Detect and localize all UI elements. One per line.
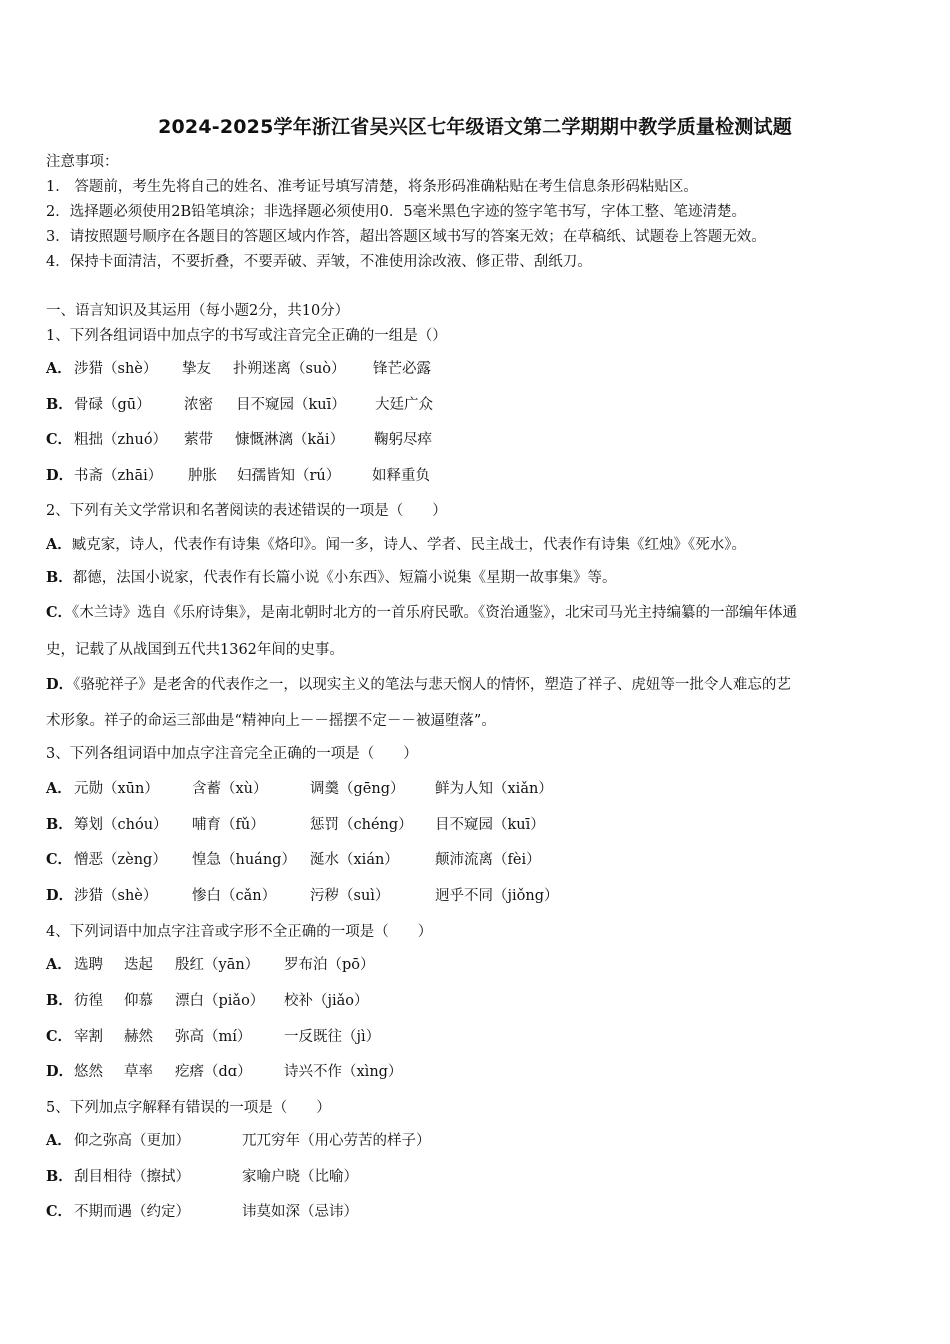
option-term: 草率 [124,1064,153,1080]
option-term: 罗布泊（pō） [284,957,375,973]
option-label: D． [46,676,74,693]
option-term: 刮目相待（擦拭） [74,1169,190,1185]
option-term: 兀兀穷年（用心劳苦的样子） [242,1133,431,1149]
question-5-stem: 5、下列加点字解释有错误的一项是（ ） [46,1100,331,1116]
option-term: 萦带 [184,432,213,448]
option-term: 鲜为人知（xiǎn） [435,781,553,797]
option-label: C． [46,604,73,621]
option-term: 目不窥园（kuī） [236,397,346,413]
option-term: 涎水（xián） [310,852,399,868]
option-label: A． [46,780,72,797]
option-term: 惶急（huáng） [192,852,296,868]
option-term: 锋芒必露 [373,361,431,377]
option-label: B． [46,569,73,586]
option-term: 挚友 [182,361,211,377]
option-label: C． [46,1028,73,1045]
option-term: 哺育（fǔ） [192,817,265,833]
option-term: 仰慕 [124,993,153,1009]
option-label: B． [46,816,73,833]
notice-item-2: 2．选择题必须使用2B铅笔填涂；非选择题必须使用0．5毫米黑色字迹的签字笔书写，字体工整、笔迹清楚。 [46,204,747,220]
question-2-option-d-cont: 术形象。祥子的命运三部曲是“精神向上－－摇摆不定－－被逼堕落”。 [46,713,496,729]
option-term: 书斋（zhāi） [74,468,163,484]
question-2-option-c-cont: 史，记载了从战国到五代共1362年间的史事。 [46,642,344,658]
option-term: 不期而遇（约定） [74,1204,190,1220]
option-term: 如释重负 [372,468,430,484]
option-term: 目不窥园（kuī） [435,817,545,833]
option-term: 扑朔迷离（suò） [233,361,346,377]
notice-heading: 注意事项： [46,154,119,170]
question-1-stem: 1、下列各组词语中加点字的书写或注音完全正确的一组是（） [46,328,447,344]
option-term: 仰之弥高（更加） [74,1133,190,1149]
option-label: B． [46,1168,73,1185]
option-term: 惩罚（chéng） [310,817,413,833]
option-term: 大廷广众 [375,397,433,413]
option-term: 疙瘩（dɑ） [175,1064,252,1080]
option-label: A． [46,1132,72,1149]
option-term: 校补（jiǎo） [284,993,369,1009]
notice-item-1: 1． 答题前，考生先将自己的姓名、准考证号填写清楚，将条形码准确粘贴在考生信息条形码粘贴区。 [46,179,698,195]
option-term: 宰割 [74,1029,103,1045]
option-term: 粗拙（zhuó） [74,432,168,448]
notice-item-4: 4．保持卡面清洁，不要折叠，不要弄破、弄皱，不准使用涂改液、修正带、刮纸刀。 [46,254,592,270]
option-text: 《骆驼祥子》是老舍的代表作之一，以现实主义的笔法与悲天悯人的情怀，塑造了祥子、虎妞等一批令人难忘的艺 [73,677,791,693]
option-term: 悠然 [74,1064,103,1080]
option-label: C． [46,1203,73,1220]
option-label: A． [46,360,72,377]
question-2-stem: 2、下列有关文学常识和名著阅读的表述错误的一项是（ ） [46,503,447,519]
option-term: 肿胀 [188,468,217,484]
question-2-option-c [46,603,797,623]
option-label: D． [46,887,74,904]
option-term: 浓密 [184,397,213,413]
page-title: 2024-2025学年浙江省吴兴区七年级语文第二学期期中教学质量检测试题 [158,116,792,138]
option-term: 漂白（piǎo） [175,993,265,1009]
question-2-option-a [46,535,746,555]
question-2-option-d [46,675,791,695]
section-heading: 一、语言知识及其运用（每小题2分，共10分） [46,303,350,319]
question-4-stem: 4、下列词语中加点字注音或字形不全正确的一项是（ ） [46,924,433,940]
option-term: 污秽（suì） [310,888,390,904]
option-label: B． [46,396,73,413]
option-label: A． [46,956,72,973]
option-term: 涉猎（shè） [74,888,158,904]
question-3-stem: 3、下列各组词语中加点字注音完全正确的一项是（ ） [46,746,418,762]
option-label: C． [46,431,73,448]
option-term: 慷慨淋漓（kǎi） [235,432,345,448]
option-term: 家喻户晓（比喻） [242,1169,358,1185]
option-text: 臧克家，诗人，代表作有诗集《烙印》。闻一多，诗人、学者、民主战士，代表作有诗集《红烛》《死水》。 [71,537,747,553]
option-label: A． [46,536,72,553]
option-term: 迭起 [124,957,153,973]
option-term: 妇孺皆知（rú） [237,468,341,484]
option-term: 赫然 [124,1029,153,1045]
option-term: 鞠躬尽瘁 [374,432,432,448]
option-term: 选聘 [74,957,103,973]
option-label: B． [46,992,73,1009]
question-2-option-b [46,568,617,588]
option-term: 调羹（gēng） [310,781,405,797]
option-term: 含蓄（xù） [192,781,268,797]
option-term: 彷徨 [74,993,103,1009]
option-label: D． [46,467,74,484]
option-term: 惨白（cǎn） [192,888,277,904]
option-term: 筹划（chóu） [74,817,168,833]
option-label: C． [46,851,73,868]
option-term: 憎恶（zèng） [74,852,167,868]
option-term: 殷红（yān） [175,957,260,973]
option-term: 讳莫如深（忌讳） [242,1204,358,1220]
option-term: 弥高（mí） [175,1029,252,1045]
option-term: 骨碌（gū） [74,397,151,413]
option-term: 诗兴不作（xìng） [284,1064,403,1080]
option-text: 都德，法国小说家，代表作有长篇小说《小东西》、短篇小说集《星期一故事集》等。 [72,570,617,586]
notice-item-3: 3．请按照题号顺序在各题目的答题区域内作答，超出答题区域书写的答案无效；在草稿纸、试题卷上答题无效。 [46,229,766,245]
option-label: D． [46,1063,74,1080]
option-term: 涉猎（shè） [74,361,158,377]
option-text: 《木兰诗》选自《乐府诗集》，是南北朝时北方的一首乐府民歌。《资治通鉴》，北宋司马光主持编纂的一部编年体通 [72,605,798,621]
option-term: 颠沛流离（fèi） [435,852,541,868]
option-term: 一反既往（jì） [284,1029,381,1045]
option-term: 迥乎不同（jiǒng） [435,888,559,904]
option-term: 元勋（xūn） [74,781,159,797]
